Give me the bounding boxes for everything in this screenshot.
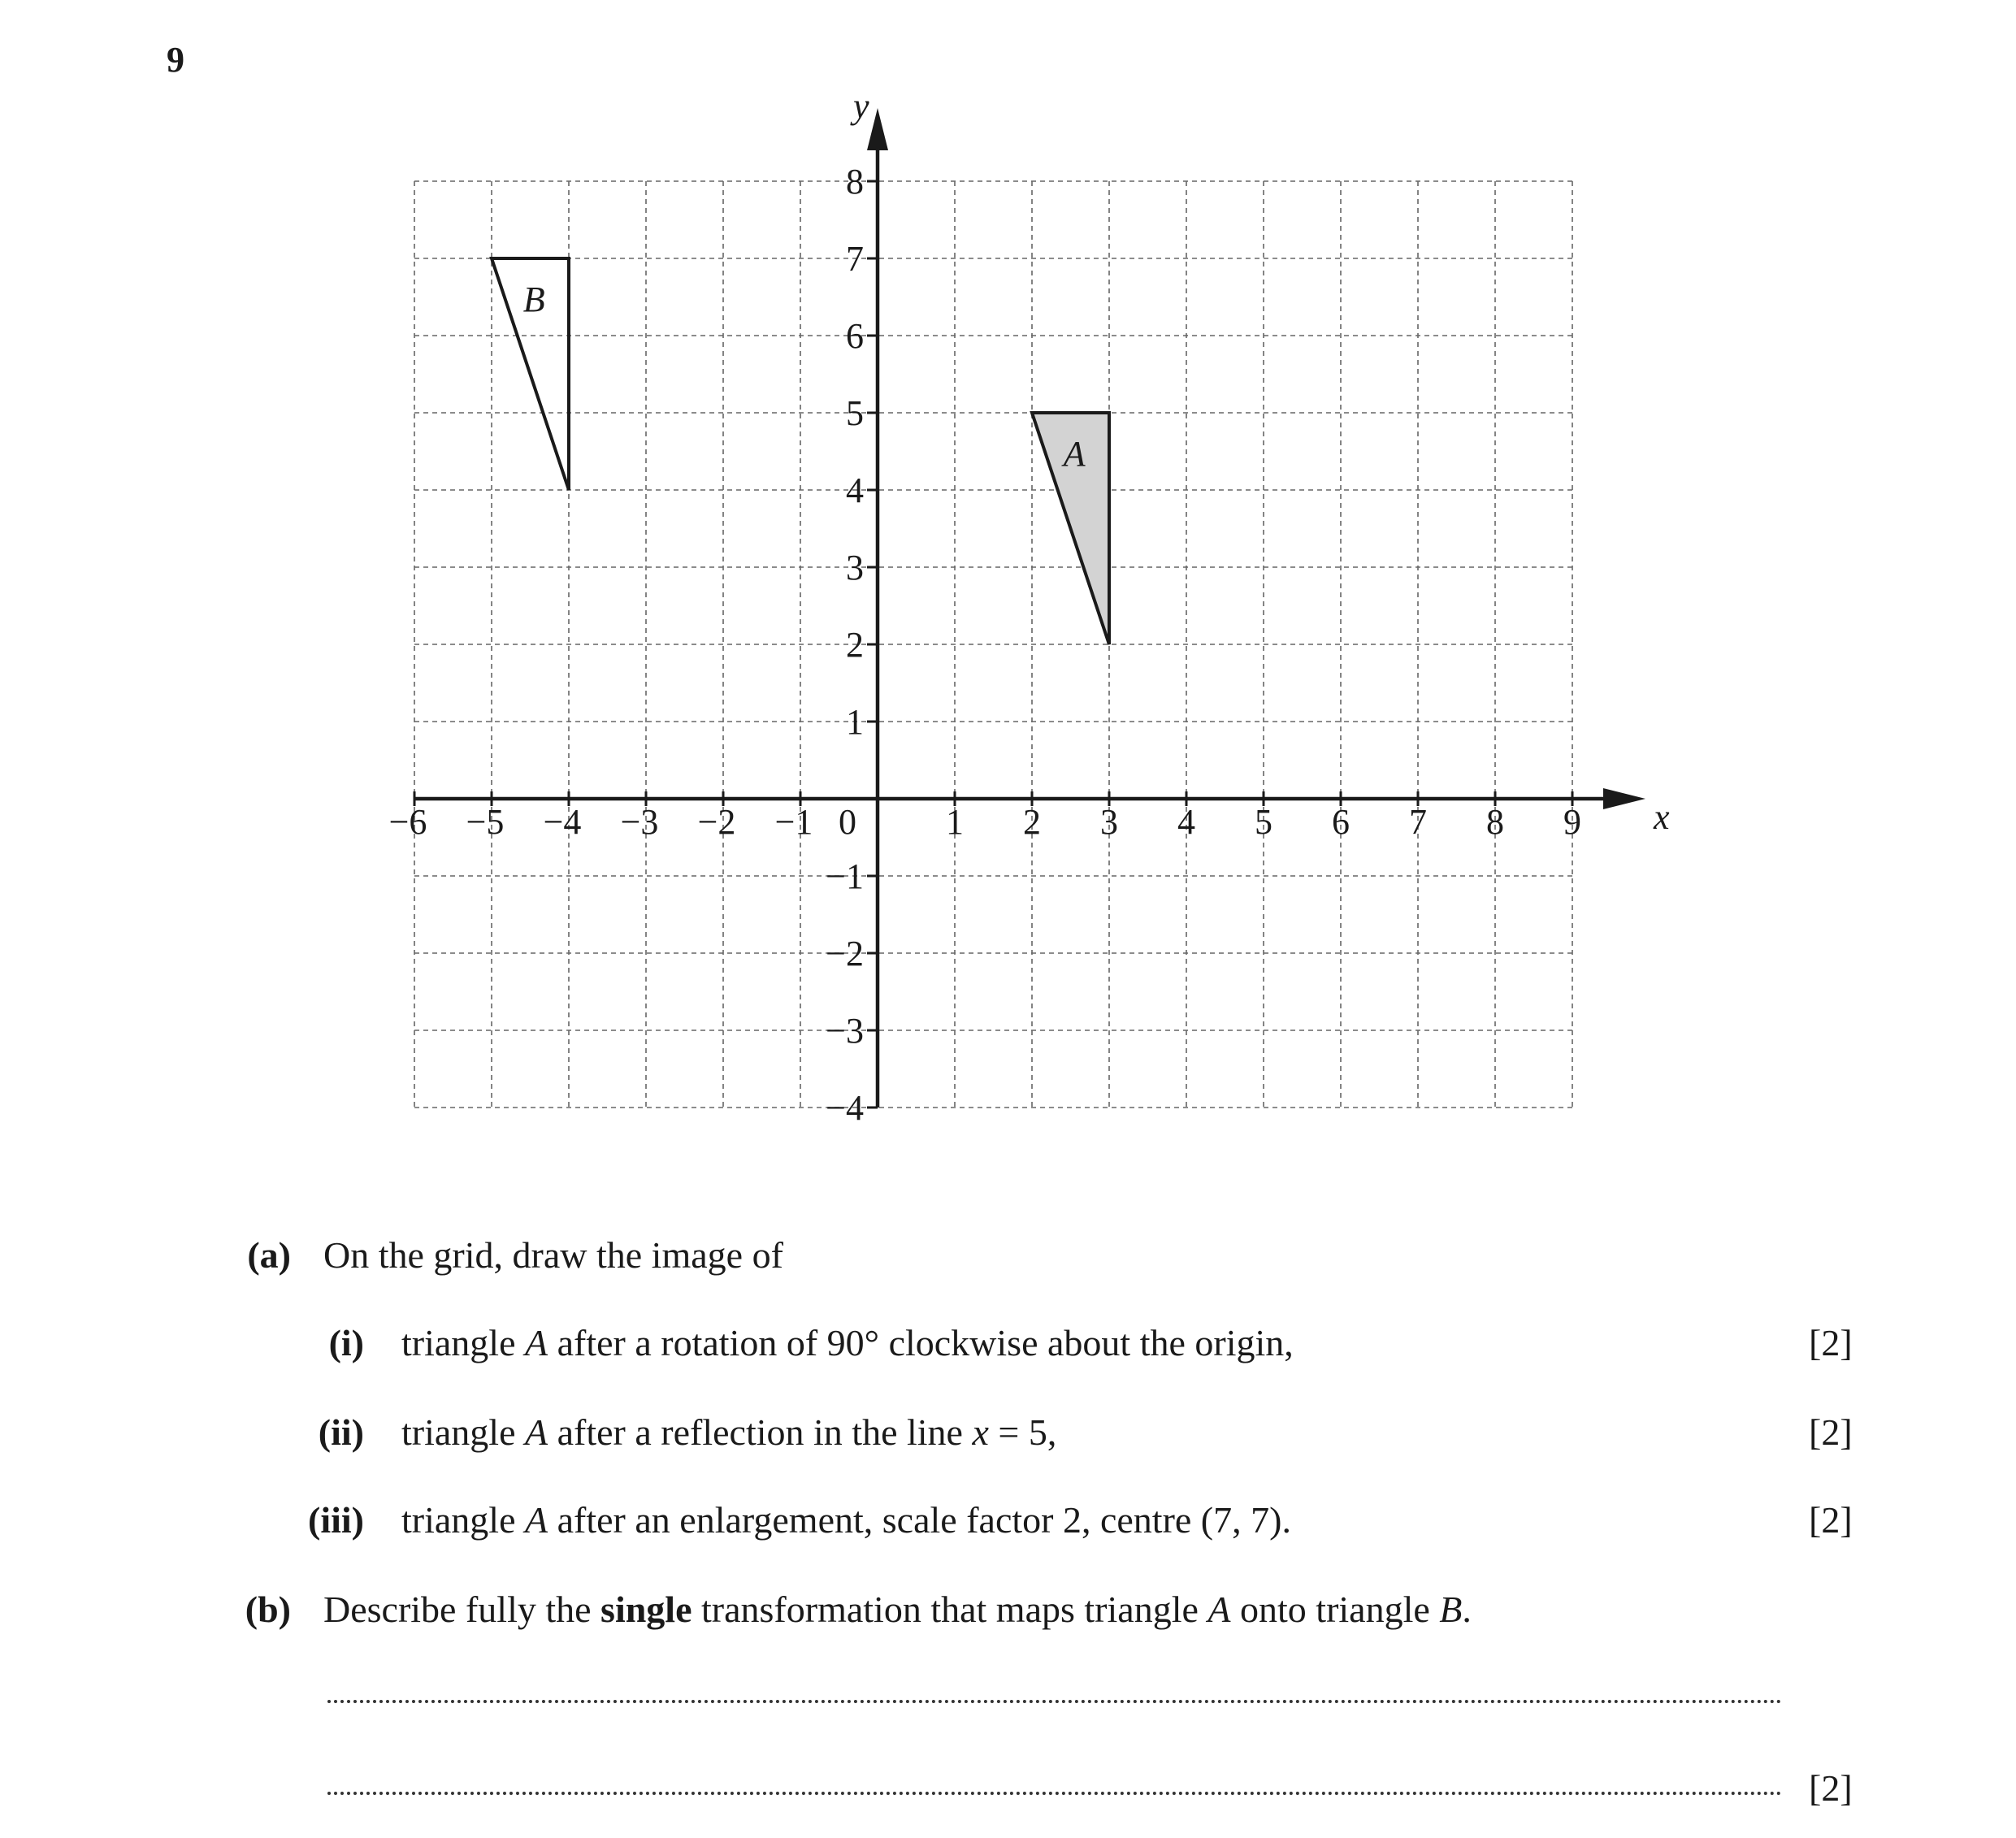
x-tick-label: 3 <box>1100 802 1118 842</box>
y-tick-label: 2 <box>846 625 864 665</box>
part-a-i-text: triangle A after a rotation of 90° clockwise about the origin, <box>401 1322 1294 1363</box>
part-a-iii-text: triangle A after an enlargement, scale factor 2, centre (7, 7). <box>401 1499 1291 1541</box>
y-tick-label: 7 <box>846 239 864 279</box>
answer-line-2[interactable] <box>327 1792 1782 1795</box>
part-a-i-marks: [2] <box>1809 1322 1853 1363</box>
y-tick-label: −4 <box>826 1088 864 1128</box>
part-a-iii-marks: [2] <box>1809 1499 1853 1541</box>
x-tick-label: 2 <box>1023 802 1041 842</box>
x-tick-label: 1 <box>946 802 964 842</box>
answer-line-1[interactable] <box>327 1700 1782 1703</box>
x-tick-label: −4 <box>543 802 582 842</box>
x-tick-label: −3 <box>620 802 659 842</box>
y-tick-label: 5 <box>846 393 864 433</box>
part-a-ii-text: triangle A after a reflection in the line x = 5, <box>401 1411 1057 1453</box>
part-a-iii-label: (iii) <box>308 1499 364 1541</box>
y-tick-label: −2 <box>826 934 864 973</box>
y-axis-arrow-icon <box>867 108 888 150</box>
part-a-label: (a) <box>247 1234 291 1276</box>
x-tick-label: −6 <box>388 802 427 842</box>
x-tick-label: −1 <box>774 802 813 842</box>
x-axis-arrow-icon <box>1603 788 1645 809</box>
x-axis-label: x <box>1654 797 1670 837</box>
grid-lines <box>414 181 1572 1108</box>
y-tick-label: 1 <box>846 702 864 742</box>
y-tick-label: 8 <box>846 162 864 202</box>
triangle-a-label: A <box>1063 434 1086 474</box>
x-tick-label: 5 <box>1255 802 1272 842</box>
x-tick-label: 8 <box>1486 802 1504 842</box>
axes <box>414 86 1670 1108</box>
x-tick-label: 7 <box>1409 802 1427 842</box>
part-b-label: (b) <box>245 1589 291 1630</box>
x-tick-label: −2 <box>697 802 736 842</box>
part-a-i-label: (i) <box>328 1322 364 1363</box>
y-tick-label: −1 <box>826 856 864 896</box>
part-a-text: On the grid, draw the image of <box>323 1234 783 1276</box>
y-tick-label: 6 <box>846 316 864 356</box>
part-b-text: Describe fully the single transformation that maps triangle A onto triangle B. <box>323 1589 1472 1630</box>
y-axis-label: y <box>853 86 869 126</box>
triangle-b-label: B <box>522 280 545 319</box>
part-b-marks: [2] <box>1809 1767 1853 1809</box>
x-tick-label: 4 <box>1177 802 1195 842</box>
y-tick-label: 4 <box>846 470 864 510</box>
part-a-ii-marks: [2] <box>1809 1411 1853 1453</box>
part-a-ii-label: (ii) <box>318 1411 364 1453</box>
x-tick-label: −5 <box>466 802 505 842</box>
x-tick-label: 6 <box>1332 802 1350 842</box>
y-tick-label: −3 <box>826 1011 864 1051</box>
origin-label: 0 <box>839 802 856 842</box>
x-tick-label: 9 <box>1563 802 1581 842</box>
question-number: 9 <box>167 40 184 80</box>
y-tick-label: 3 <box>846 548 864 587</box>
